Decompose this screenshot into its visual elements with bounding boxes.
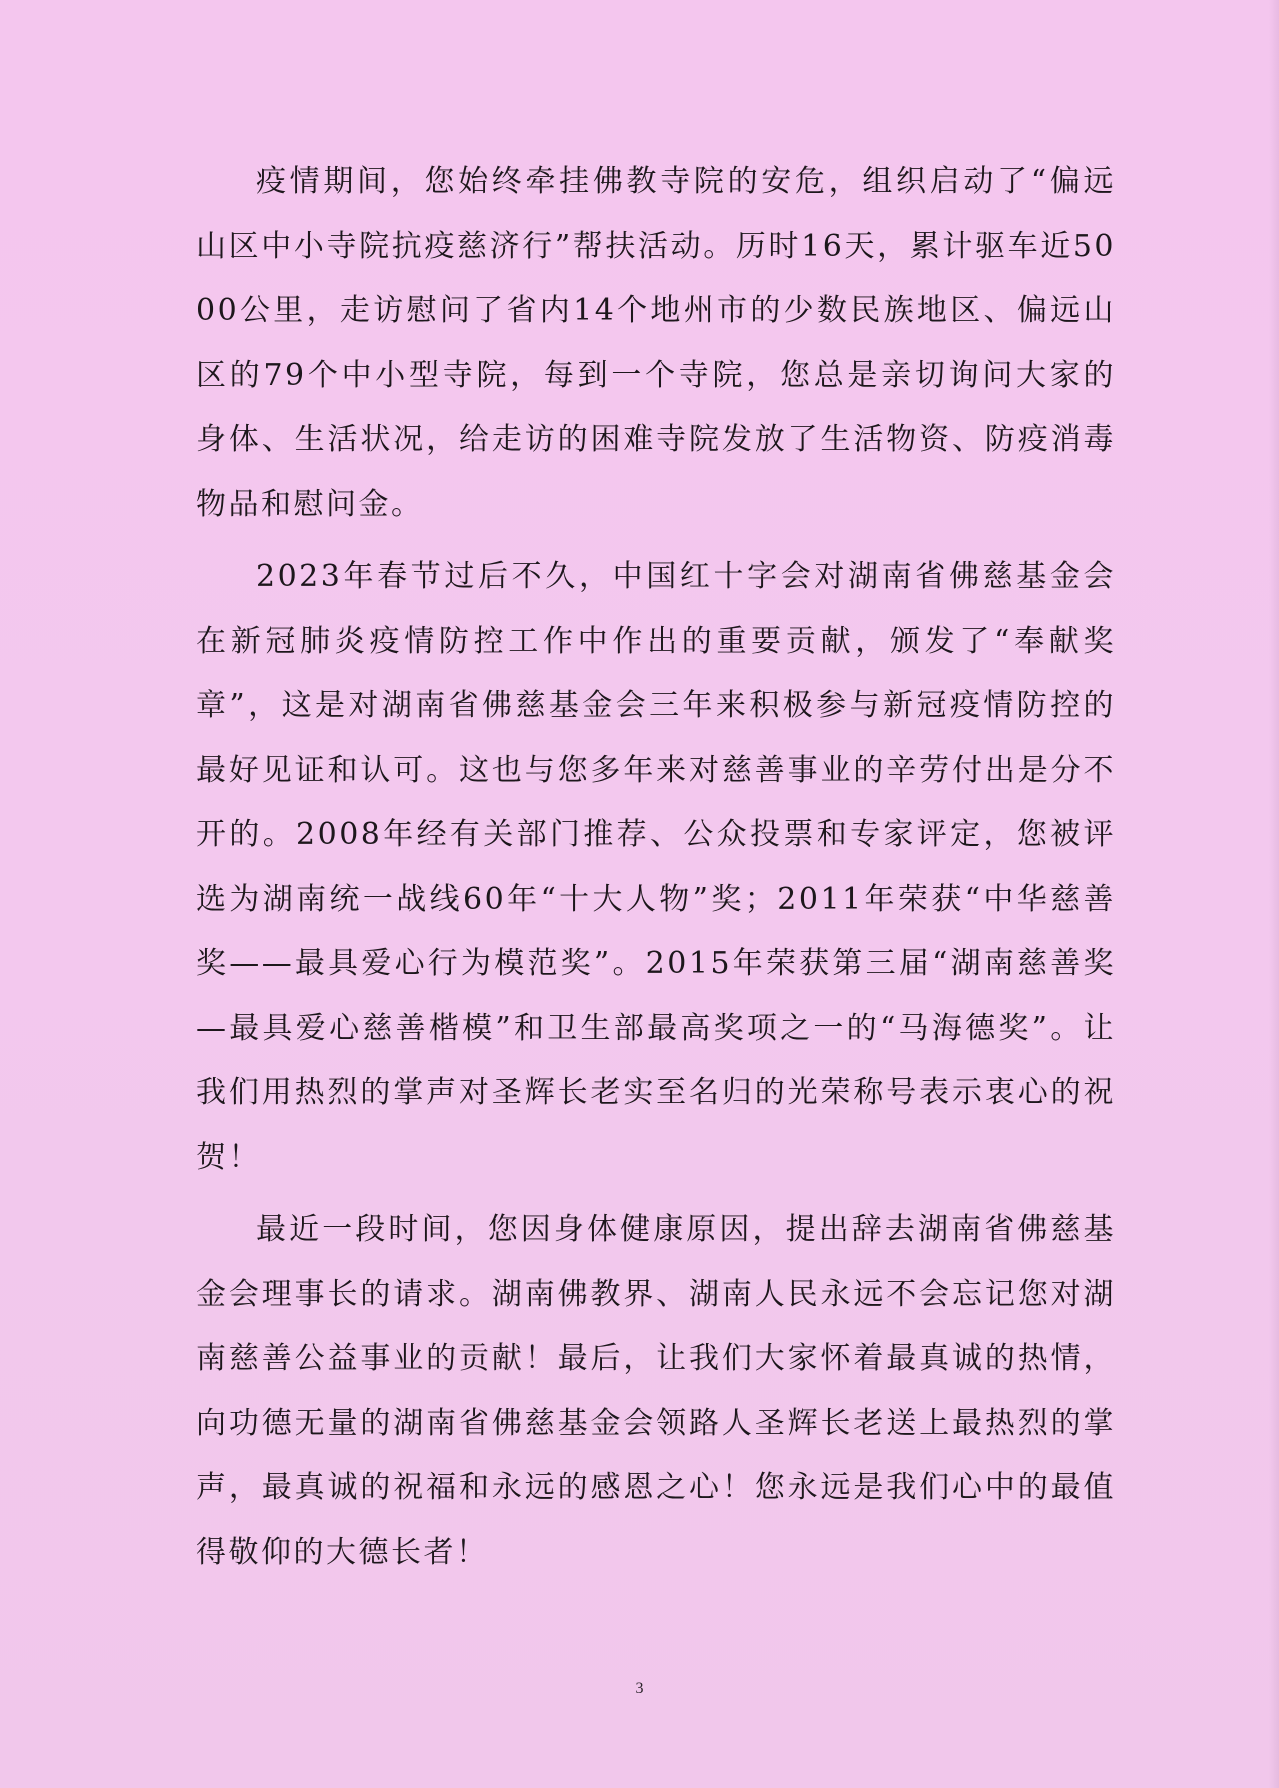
paragraph-pandemic-visits: 疫情期间，您始终牵挂佛教寺院的安危，组织启动了“偏远山区中小寺院抗疫慈济行”帮扶活动。历时16天，累计驱车近5000公里，走访慰问了省内14个地州市的少数民族地区、偏远山区的79个中小型寺院，每到一个寺院，您总是亲切询问大家的身体、生活状况，给走访的困难寺院发放了生活物资、防疫消毒物品和慰问金。: [196, 164, 1116, 522]
page-number: 3: [635, 1680, 644, 1697]
paragraph-farewell: 最近一段时间，您因身体健康原因，提出辞去湖南省佛慈基金会理事长的请求。湖南佛教界、湖南人民永远不会忘记您对湖南慈善公益事业的贡献！最后，让我们大家怀着最真诚的热情，向功德无量的湖南省佛慈基金会领路人圣辉长老送上最热烈的掌声，最真诚的祝福和永远的感恩之心！您永远是我们心中的最值得敬仰的大德长者！: [196, 1212, 1116, 1570]
body-text: [196, 150, 1116, 1585]
paragraph-awards: 2023年春节过后不久，中国红十字会对湖南省佛慈基金会在新冠肺炎疫情防控工作中作出的重要贡献，颁发了“奉献奖章”，这是对湖南省佛慈基金会三年来积极参与新冠疫情防控的最好见证和认可。这也与您多年来对慈善事业的辛劳付出是分不开的。2008年经有关部门推荐、公众投票和专家评定，您被评选为湖南统一战线60年“十大人物”奖；2011年荣获“中华慈善奖——最具爱心行为模范奖”。2015年荣获第三届“湖南慈善奖—最具爱心慈善楷模”和卫生部最高奖项之一的“马海德奖”。让我们用热烈的掌声对圣辉长老实至名归的光荣称号表示衷心的祝贺！: [196, 559, 1116, 1175]
